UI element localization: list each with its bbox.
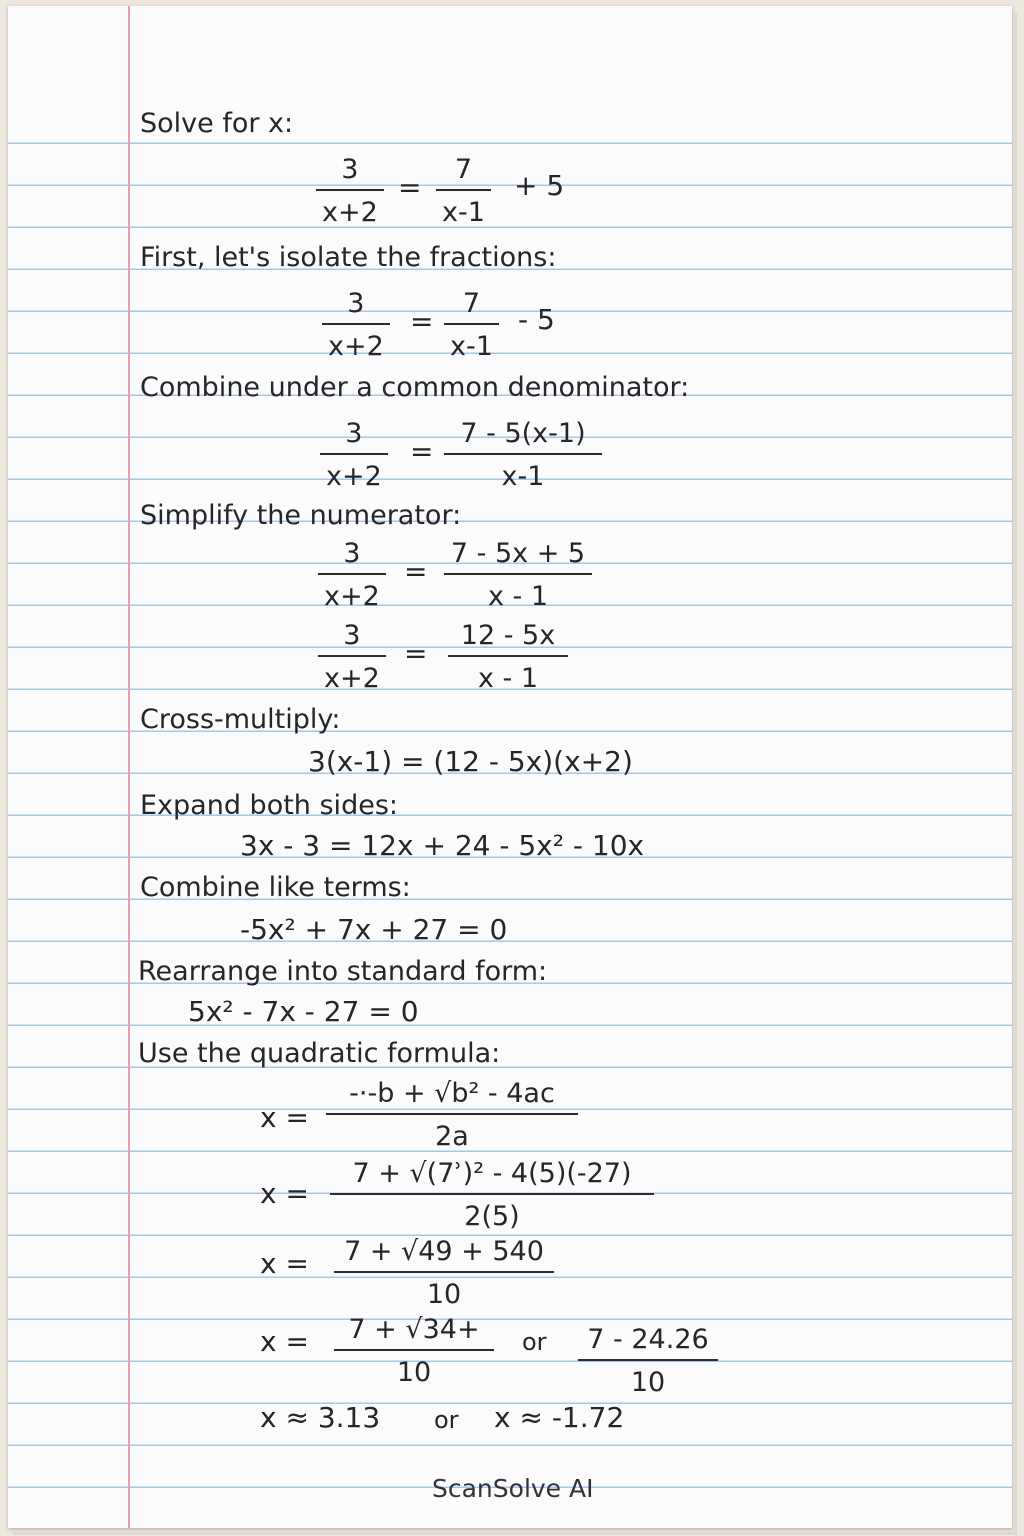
fraction-bar [578, 1359, 718, 1361]
fraction-rhs [448, 622, 568, 692]
denominator: x-1 [450, 331, 493, 362]
notebook-page [8, 6, 1012, 1528]
numerator: 7 + √49 + 540 [344, 1236, 544, 1267]
fraction-bar [334, 1349, 494, 1351]
result-x2: x ≈ -1.72 [494, 1401, 625, 1434]
fraction-bar [322, 323, 390, 325]
step-heading: Cross-multiply: [140, 704, 341, 735]
equation-line: 3(x-1) = (12 - 5x)(x+2) [308, 745, 633, 778]
denominator: x+2 [328, 331, 384, 362]
fraction-bar [318, 655, 386, 657]
fraction-bar [316, 189, 384, 191]
numerator: 7 + √(7ʾ)² - 4(5)(-27) [352, 1158, 632, 1189]
fraction-lhs [320, 420, 388, 490]
numerator: 3 [343, 620, 361, 651]
numerator: 12 - 5x [460, 620, 556, 651]
denominator: x - 1 [477, 663, 539, 694]
denominator: x+2 [322, 197, 378, 228]
step-heading: Expand both sides: [140, 790, 398, 821]
quadratic-formula [326, 1080, 578, 1150]
equals-sign: = [404, 637, 428, 670]
formula-lhs: x = [260, 1247, 309, 1280]
denominator: x+2 [324, 581, 380, 612]
fraction-lhs [322, 290, 390, 360]
denominator: x+2 [326, 461, 382, 492]
fraction-rhs [444, 420, 602, 490]
denominator: x-1 [501, 461, 545, 492]
equals-sign: = [398, 171, 422, 204]
root-plus [334, 1316, 494, 1386]
fraction-rhs [444, 290, 499, 360]
simplified-formula [334, 1238, 554, 1308]
numerator: -·-b + √b² - 4ac [349, 1078, 555, 1109]
numerator: 7 [454, 154, 473, 185]
numerator: 3 [345, 418, 363, 449]
substituted-formula [330, 1160, 654, 1230]
equation-tail: + 5 [514, 169, 565, 202]
denominator: x-1 [442, 197, 485, 228]
fraction-bar [444, 573, 592, 575]
fraction-bar [444, 453, 602, 455]
formula-lhs: x = [260, 1101, 309, 1134]
fraction-lhs [318, 540, 386, 610]
step-heading: Rearrange into standard form: [138, 956, 548, 987]
watermark-text: ScanSolve AI [432, 1474, 594, 1503]
numerator: 7 [462, 288, 481, 319]
step-heading: Simplify the numerator: [140, 500, 462, 531]
equation-line: 3x - 3 = 12x + 24 - 5x² - 10x [240, 829, 645, 862]
fraction-bar [448, 655, 568, 657]
result-x1: x ≈ 3.13 [260, 1401, 381, 1434]
denominator: 10 [426, 1279, 462, 1310]
step-heading: Combine under a common denominator: [140, 372, 690, 403]
equals-sign: = [410, 435, 434, 468]
fraction-rhs [436, 156, 491, 226]
fraction-bar [318, 573, 386, 575]
margin-line [128, 6, 130, 1528]
step-heading: Combine like terms: [140, 872, 411, 903]
fraction-bar [330, 1193, 654, 1195]
denominator: 10 [396, 1357, 432, 1388]
denominator: 2(5) [464, 1201, 520, 1232]
numerator: 7 - 24.26 [587, 1324, 709, 1355]
equation-line: 5x² - 7x - 27 = 0 [188, 995, 419, 1028]
denominator: 2a [435, 1121, 469, 1152]
equation-tail: - 5 [518, 303, 555, 336]
numerator: 7 - 5x + 5 [450, 538, 586, 569]
or-label: or [434, 1406, 459, 1434]
equation-line: -5x² + 7x + 27 = 0 [240, 913, 508, 946]
or-label: or [522, 1328, 547, 1356]
fraction-rhs [444, 540, 592, 610]
equals-sign: = [410, 305, 434, 338]
formula-lhs: x = [260, 1177, 309, 1210]
numerator: 3 [347, 288, 365, 319]
fraction-lhs [318, 622, 386, 692]
fraction-lhs [316, 156, 384, 226]
fraction-bar [436, 189, 491, 191]
numerator: 7 + √34+ [348, 1314, 480, 1345]
denominator: x+2 [324, 663, 380, 694]
fraction-bar [334, 1271, 554, 1273]
equals-sign: = [404, 555, 428, 588]
numerator: 7 - 5(x-1) [460, 418, 586, 449]
root-minus [578, 1326, 718, 1396]
step-heading: Solve for x: [140, 108, 294, 139]
fraction-bar [320, 453, 388, 455]
step-heading: Use the quadratic formula: [138, 1038, 501, 1069]
step-heading: First, let's isolate the fractions: [140, 242, 557, 273]
denominator: x - 1 [487, 581, 549, 612]
numerator: 3 [343, 538, 361, 569]
formula-lhs: x = [260, 1325, 309, 1358]
numerator: 3 [341, 154, 359, 185]
fraction-bar [326, 1113, 578, 1115]
denominator: 10 [630, 1367, 666, 1398]
fraction-bar [444, 323, 499, 325]
